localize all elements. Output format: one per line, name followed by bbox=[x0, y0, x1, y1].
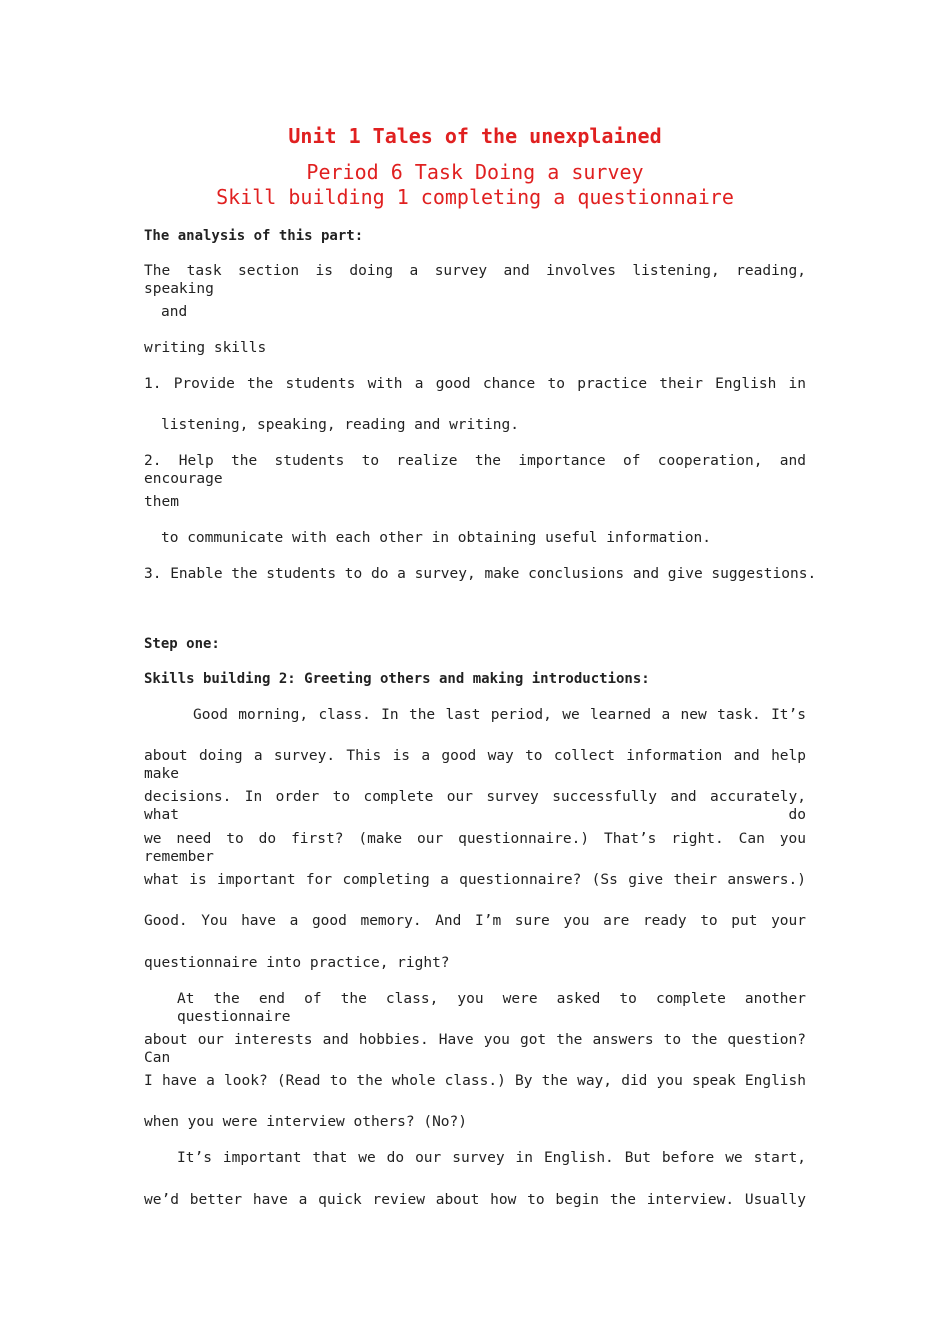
analysis-intro-line2: and bbox=[161, 304, 188, 320]
analysis-item2-line1: 2. Help the students to realize the importance of cooperation, and encourage bbox=[144, 453, 806, 487]
step-one-heading: Step one: bbox=[144, 636, 220, 652]
para3-line: It’s important that we do our survey in English. But before we start, bbox=[177, 1150, 806, 1166]
para1-line: questionnaire into practice, right? bbox=[144, 955, 450, 971]
analysis-intro-line3: writing skills bbox=[144, 340, 267, 356]
analysis-item2-line3: to communicate with each other in obtaining useful information. bbox=[161, 530, 711, 546]
skill-title: Skill building 1 completing a questionnaire bbox=[216, 185, 734, 209]
period-title: Period 6 Task Doing a survey bbox=[306, 160, 644, 184]
analysis-item1-line1: 1. Provide the students with a good chance to practice their English in bbox=[144, 376, 806, 392]
para2-line: about our interests and hobbies. Have you got the answers to the question? Can bbox=[144, 1032, 806, 1066]
analysis-item2-line2: them bbox=[144, 494, 179, 510]
para2-line: At the end of the class, you were asked to complete another questionnaire bbox=[177, 991, 806, 1025]
para3-line: we’d better have a quick review about how to begin the interview. Usually bbox=[144, 1192, 806, 1208]
analysis-heading: The analysis of this part: bbox=[144, 228, 364, 244]
analysis-item3: 3. Enable the students to do a survey, make conclusions and give suggestions. bbox=[144, 566, 817, 582]
para1-line: Good. You have a good memory. And I’m sure you are ready to put your bbox=[144, 913, 806, 929]
para1-line: about doing a survey. This is a good way to collect information and help make bbox=[144, 748, 806, 782]
unit-title: Unit 1 Tales of the unexplained bbox=[288, 124, 662, 148]
para1-line: Good morning, class. In the last period, we learned a new task. It’s bbox=[193, 707, 806, 723]
analysis-item1-line2: listening, speaking, reading and writing. bbox=[161, 417, 519, 433]
skills-building-heading: Skills building 2: Greeting others and making introductions: bbox=[144, 671, 650, 687]
para1-line: what is important for completing a questionnaire? (Ss give their answers.) bbox=[144, 872, 806, 888]
para2-line: I have a look? (Read to the whole class.) By the way, did you speak English bbox=[144, 1073, 806, 1089]
para1-line: we need to do first? (make our questionnaire.) That’s right. Can you remember bbox=[144, 831, 806, 865]
para2-line: when you were interview others? (No?) bbox=[144, 1114, 468, 1130]
analysis-intro-line1: The task section is doing a survey and involves listening, reading, speaking bbox=[144, 263, 806, 297]
para1-line: decisions. In order to complete our survey successfully and accurately, what do bbox=[144, 789, 806, 823]
